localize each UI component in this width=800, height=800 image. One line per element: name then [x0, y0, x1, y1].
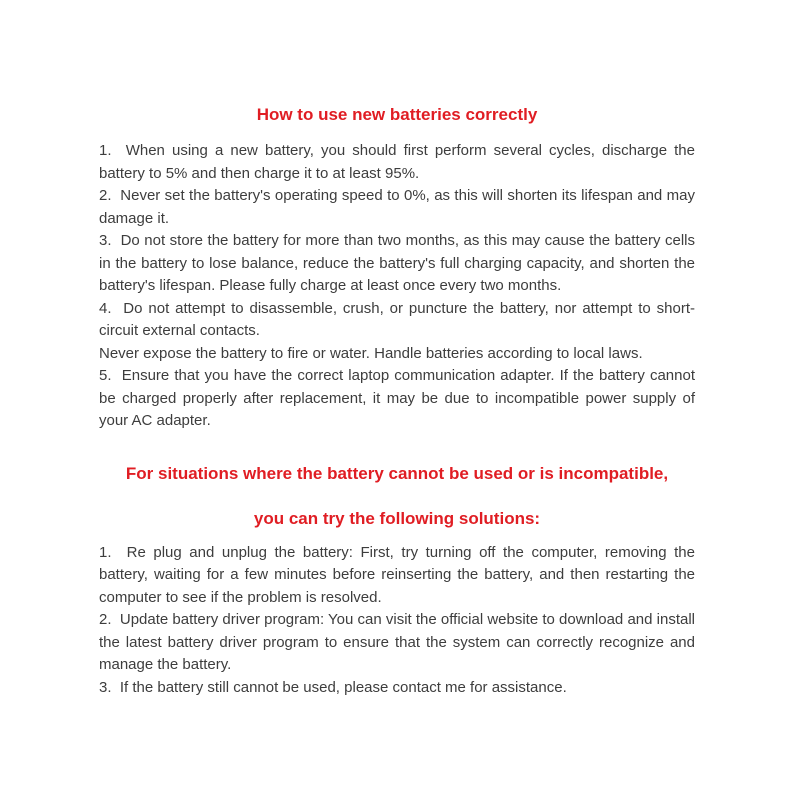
solution-paragraph-3: 3. If the battery still cannot be used, please contact me for assistance.: [99, 678, 567, 696]
document-content: [99, 104, 700, 699]
section2-title-line1: For situations where the battery cannot be used or is incompatible,: [125, 463, 669, 483]
instruction-paragraph-3: 3. Do not store the battery for more than two months, as this may cause the battery cells in the battery to lose balance, reduce the battery's full charging capacity, and shorten the battery's lifespan. Please fully charge at least once every two months.: [99, 232, 700, 294]
instruction-paragraph-5: Never expose the battery to fire or water. Handle batteries according to local laws.: [99, 344, 643, 362]
section2-title-line2: you can try the following solutions:: [253, 508, 541, 528]
solution-paragraph-1: 1. Re plug and unplug the battery: First, try turning off the computer, removing the battery, waiting for a few minutes before reinserting the battery, and then restarting the computer to see if the problem is resolved.: [99, 543, 700, 606]
instruction-paragraph-6: 5. Ensure that you have the correct laptop communication adapter. If the battery cannot be charged properly after replacement, it may be due to incompatible power supply of your AC adapter.: [99, 367, 700, 429]
solution-paragraph-2: 2. Update battery driver program: You can visit the official website to download and install the latest battery driver program to ensure that the system can correctly recognize and manage the battery.: [99, 611, 700, 673]
instruction-paragraph-4: 4. Do not attempt to disassemble, crush, or puncture the battery, nor attempt to short-circuit external contacts.: [99, 299, 695, 339]
instruction-paragraph-2: 2. Never set the battery's operating speed to 0%, as this will shorten its lifespan and may damage it.: [99, 187, 700, 227]
instruction-paragraph-1: 1. When using a new battery, you should first perform several cycles, discharge the battery to 5% and then charge it to at least 95%.: [99, 142, 700, 182]
section1-title: How to use new batteries correctly: [256, 105, 538, 124]
